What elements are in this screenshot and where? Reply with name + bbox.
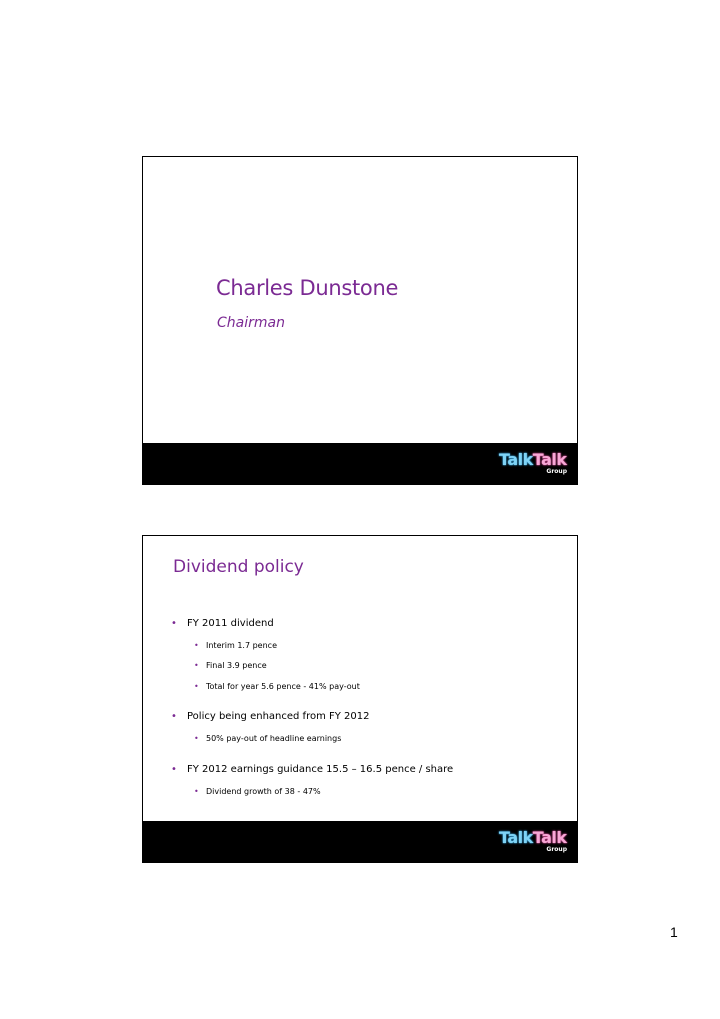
slide-chairman xyxy=(142,156,578,485)
logo-subtitle: Group xyxy=(546,846,567,853)
logo-wordmark: TalkTalk xyxy=(499,828,567,847)
sub-bullet-item: • Final 3.9 pence xyxy=(194,661,267,670)
bullet-icon: • xyxy=(194,641,199,650)
bullet-icon: • xyxy=(194,787,199,796)
talktalk-group-logo xyxy=(499,829,569,855)
bullet-icon: • xyxy=(171,711,177,722)
sub-bullet-item: • Total for year 5.6 pence - 41% pay-out xyxy=(194,682,360,691)
bullet-item: • FY 2011 dividend xyxy=(171,618,274,629)
bullet-icon: • xyxy=(194,682,199,691)
speaker-name: Charles Dunstone xyxy=(216,276,399,300)
speaker-role: Chairman xyxy=(217,315,285,331)
sub-bullet-item: • Interim 1.7 pence xyxy=(194,641,277,650)
logo-wordmark: TalkTalk xyxy=(499,450,567,469)
bullet-item: • FY 2012 earnings guidance 15.5 – 16.5 pence / share xyxy=(171,764,454,775)
slide-title: Dividend policy xyxy=(173,557,304,577)
bullet-icon: • xyxy=(194,734,199,743)
slide-footer-bar xyxy=(143,821,577,862)
bullet-icon: • xyxy=(194,661,199,670)
bullet-icon: • xyxy=(171,618,177,629)
sub-bullet-item: • 50% pay-out of headline earnings xyxy=(194,734,342,743)
page-number: 1 xyxy=(670,924,678,940)
slide-footer-bar xyxy=(143,443,577,484)
logo-subtitle: Group xyxy=(546,468,567,475)
talktalk-group-logo xyxy=(499,451,569,477)
sub-bullet-item: • Dividend growth of 38 - 47% xyxy=(194,787,321,796)
bullet-icon: • xyxy=(171,764,177,775)
slide-dividend-policy xyxy=(142,535,578,863)
bullet-item: • Policy being enhanced from FY 2012 xyxy=(171,711,370,722)
